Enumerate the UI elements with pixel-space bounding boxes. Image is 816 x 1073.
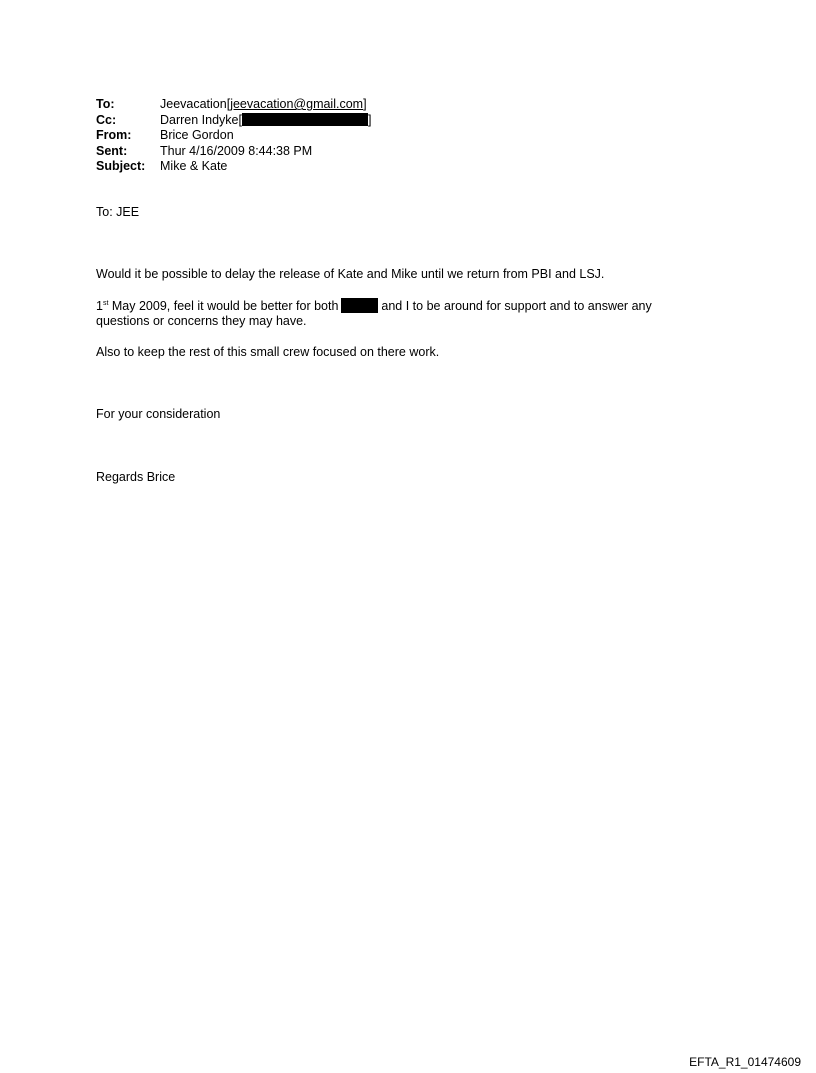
from-row [96,128,371,144]
body-paragraph-3: Also to keep the rest of this small crew focused on there work. [96,345,440,359]
body-paragraph-4: For your consideration [96,407,221,421]
to-email-link[interactable]: jeevacation@gmail.com [230,97,364,111]
cc-close-bracket: ] [367,112,372,127]
email-header [96,97,371,175]
to-name: Jeevacation[ [160,97,231,111]
paragraph-2-line-2: questions or concerns they may have. [96,314,307,328]
sent-label: Sent: [96,143,128,158]
to-close-bracket: ] [363,97,367,111]
date-number: 1 [96,299,103,313]
paragraph-2-text-end: and I to be around for support and to answer any [381,299,652,313]
subject-value: Mike & Kate [160,159,228,173]
sent-value: Thur 4/16/2009 8:44:38 PM [160,143,313,158]
to-value [160,97,371,113]
subject-row [96,159,371,175]
greeting: To: JEE [96,205,140,219]
body-paragraph-1: Would it be possible to delay the release of Kate and Mike until we return from PBI and LSJ. [96,267,605,281]
document-id: EFTA_R1_01474609 [689,1055,801,1069]
subject-label: Subject: [96,159,146,173]
cc-value [160,113,371,129]
body-paragraph-2 [96,298,652,329]
name-redaction-block [341,298,378,313]
cc-redaction-block [242,113,368,126]
to-row [96,97,371,113]
cc-name: Darren Indyke[ [160,112,242,127]
cc-label: Cc: [96,112,117,127]
to-label: To: [96,97,115,111]
paragraph-2-text-start: May 2009, feel it would be better for both [108,299,339,313]
cc-row [96,113,371,129]
sent-row [96,144,371,160]
date-ordinal: st [102,300,109,307]
signoff: Regards Brice [96,470,176,484]
from-value: Brice Gordon [160,128,234,142]
from-label: From: [96,128,132,142]
